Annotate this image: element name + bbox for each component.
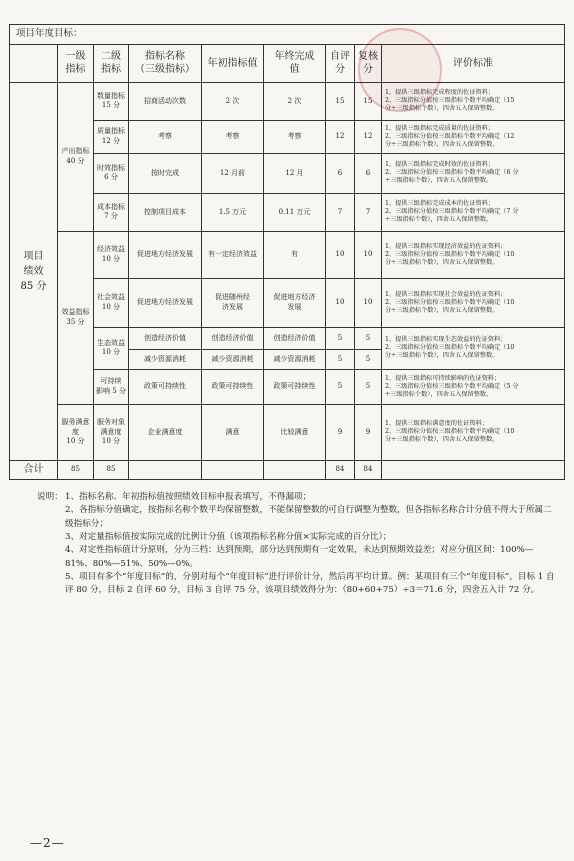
header-self-score: 自评 分: [326, 44, 355, 82]
table-row: [10, 120, 565, 153]
total-row: [10, 460, 565, 479]
table-row: [10, 327, 565, 349]
indicator-name: 按时完成: [129, 153, 202, 193]
level2-cell: 经济效益 10 分: [94, 231, 129, 278]
self-score: 6: [326, 153, 355, 193]
table-row: [10, 369, 565, 404]
evaluation-table-container: [9, 24, 564, 480]
table-row: [10, 231, 565, 278]
review-score: 10: [355, 278, 382, 327]
table-row: [10, 153, 565, 193]
initial-value: 减少资源消耗: [202, 349, 264, 369]
indicator-name: 招商活动次数: [129, 82, 202, 120]
indicator-name: 减少资源消耗: [129, 349, 202, 369]
note-item: 3、对定量指标值按实际完成的比例计分值（该项指标名称分值×实际完成的百分比）；: [65, 531, 392, 542]
self-score: 12: [326, 120, 355, 153]
note-item: 说明： 1、指标名称、年初指标值按照绩效目标申报表填写，不得漏项；: [37, 492, 312, 502]
review-score: 5: [355, 369, 382, 404]
header-level1: 一级 指标: [58, 44, 94, 82]
completion-value: 0.11 万元: [264, 193, 326, 231]
note-item: 5、项目有多个“年度目标”的，分别对每个“年度目标”进行评价计分，然后再平均计算。例：某项目有三个“年度目标”，目标 1 自评 80 分，目标 2 自评 60 分，目标 3 自评 75 分，该项目绩效得分为：（80+60+75）÷3＝71.6 分，四舍五入计 72 分。: [65, 571, 555, 596]
project-performance-cell: 项目 绩效 85 分: [10, 82, 58, 460]
table-row: [10, 278, 565, 327]
criteria-text: 1、提供三级指标完成程度的佐证资料； 2、三级指标分值按三级指标个数平均确定（15 分÷三级指标个数），四舍五入保留整数。: [382, 82, 565, 120]
satisfaction-indicator-cell: 服务满意 度 10 分: [58, 404, 94, 460]
criteria-text: 1、提供三级指标实现生态效益的佐证资料； 2、三级指标分值按三级指标个数平均确定（10 分÷三级指标个数），四舍五入保留整数。: [382, 327, 565, 369]
total-level2: 85: [94, 460, 129, 479]
indicator-name: 考察: [129, 120, 202, 153]
header-completion-value: 年终完成 值: [264, 44, 326, 82]
indicator-name: 创造经济价值: [129, 327, 202, 349]
initial-value: 促进随州经 济发展: [202, 278, 264, 327]
header-review-score: 复核 分: [355, 44, 382, 82]
header-criteria: 评价标准: [382, 44, 565, 82]
level2-cell: 数量指标 15 分: [94, 82, 129, 120]
review-score: 6: [355, 153, 382, 193]
review-score: 5: [355, 349, 382, 369]
self-score: 5: [326, 327, 355, 349]
level2-cell: 服务对象 满意度 10 分: [94, 404, 129, 460]
self-score: 5: [326, 349, 355, 369]
initial-value: 有一定经济效益: [202, 231, 264, 278]
criteria-text: 1、提供三级指标实现社会效益的佐证资料； 2、三级指标分值按三级指标个数平均确定（10 分÷三级指标个数），四舍五入保留整数。: [382, 278, 565, 327]
completion-value: 比较满意: [264, 404, 326, 460]
level2-cell: 生态效益 10 分: [94, 327, 129, 369]
level2-cell: 可持续 影响 5 分: [94, 369, 129, 404]
review-score: 9: [355, 404, 382, 460]
initial-value: 12 月前: [202, 153, 264, 193]
project-annual-goal-label: 项目年度目标：: [10, 25, 565, 45]
total-label: 合计: [10, 460, 58, 479]
completion-value: 促进地方经济 发展: [264, 278, 326, 327]
completion-value: 政策可持续性: [264, 369, 326, 404]
initial-value: 考察: [202, 120, 264, 153]
header-indicator-name: 指标名称 （三级指标）: [129, 44, 202, 82]
performance-evaluation-table: [9, 24, 565, 480]
level2-cell: 社会效益 10 分: [94, 278, 129, 327]
output-indicator-cell: 产出指标 40 分: [58, 82, 94, 231]
note-item: 4、对定性指标值计分原则，分为三档：达到预期，部分达到预期有一定效果，未达到预期效益差；对应分值区间：100%—81%、80%—51%、50%—0%。: [65, 545, 534, 569]
indicator-name: 促进地方经济发展: [129, 231, 202, 278]
indicator-name: 企业满意度: [129, 404, 202, 460]
page-number: —2—: [30, 836, 65, 850]
table-row: [10, 193, 565, 231]
criteria-text: 1、提供三级指标完成时效的佐证资料； 2、三级指标分值按三级指标个数平均确定（6 分 ÷三级指标个数），四舍五入保留整数。: [382, 153, 565, 193]
completion-value: 有: [264, 231, 326, 278]
self-score: 10: [326, 231, 355, 278]
indicator-name: 控制项目成本: [129, 193, 202, 231]
total-review-score: 84: [355, 460, 382, 479]
header-level2: 二级 指标: [94, 44, 129, 82]
self-score: 10: [326, 278, 355, 327]
self-score: 15: [326, 82, 355, 120]
table-row: [10, 82, 565, 120]
completion-value: 减少资源消耗: [264, 349, 326, 369]
total-level1: 85: [58, 460, 94, 479]
level2-cell: 成本指标 7 分: [94, 193, 129, 231]
header-initial-value: 年初指标值: [202, 44, 264, 82]
note-item: 2、各指标分值确定，按指标名称个数平均保留整数，不能保留整数的可自行调整为整数，但各指标名称合计分值不得大于所属二级指标分；: [65, 505, 552, 529]
initial-value: 政策可持续性: [202, 369, 264, 404]
completion-value: 创造经济价值: [264, 327, 326, 349]
total-self-score: 84: [326, 460, 355, 479]
completion-value: 12 月: [264, 153, 326, 193]
indicator-name: 政策可持续性: [129, 369, 202, 404]
criteria-text: 1、提供三级指标可持续影响的佐证资料； 2、三级指标分值按三级指标个数平均确定（5 分 ÷三级指标个数），四舍五入保留整数。: [382, 369, 565, 404]
self-score: 9: [326, 404, 355, 460]
review-score: 12: [355, 120, 382, 153]
review-score: 5: [355, 327, 382, 349]
criteria-text: 1、提供三级指标实现经济效益的佐证资料； 2、三级指标分值按三级指标个数平均确定（10 分÷三级指标个数），四舍五入保留整数。: [382, 231, 565, 278]
completion-value: 2 次: [264, 82, 326, 120]
completion-value: 考察: [264, 120, 326, 153]
review-score: 7: [355, 193, 382, 231]
self-score: 7: [326, 193, 355, 231]
level2-cell: 时效指标 6 分: [94, 153, 129, 193]
initial-value: 2 次: [202, 82, 264, 120]
criteria-text: 1、提供三级指标满意度的佐证资料； 2、三级指标分值按三级指标个数平均确定（10 分÷三级指标个数），四舍五入保留整数。: [382, 404, 565, 460]
criteria-text: 1、提供三级指标完成质量的佐证资料； 2、三级指标分值按三级指标个数平均确定（12 分÷三级指标个数），四舍五入保留整数。: [382, 120, 565, 153]
header-row: [10, 44, 565, 82]
initial-value: 满意: [202, 404, 264, 460]
table-row: [10, 404, 565, 460]
criteria-text: 1、提供三级指标完成成本的佐证资料； 2、三级指标分值按三级指标个数平均确定（7 分 ÷三级指标个数），四舍五入保留整数。: [382, 193, 565, 231]
notes-section: [37, 491, 557, 598]
indicator-name: 促进地方经济发展: [129, 278, 202, 327]
level2-cell: 质量指标 12 分: [94, 120, 129, 153]
review-score: 15: [355, 82, 382, 120]
initial-value: 创造经济价值: [202, 327, 264, 349]
initial-value: 1.5 万元: [202, 193, 264, 231]
review-score: 10: [355, 231, 382, 278]
benefit-indicator-cell: 效益指标 35 分: [58, 231, 94, 404]
self-score: 5: [326, 369, 355, 404]
